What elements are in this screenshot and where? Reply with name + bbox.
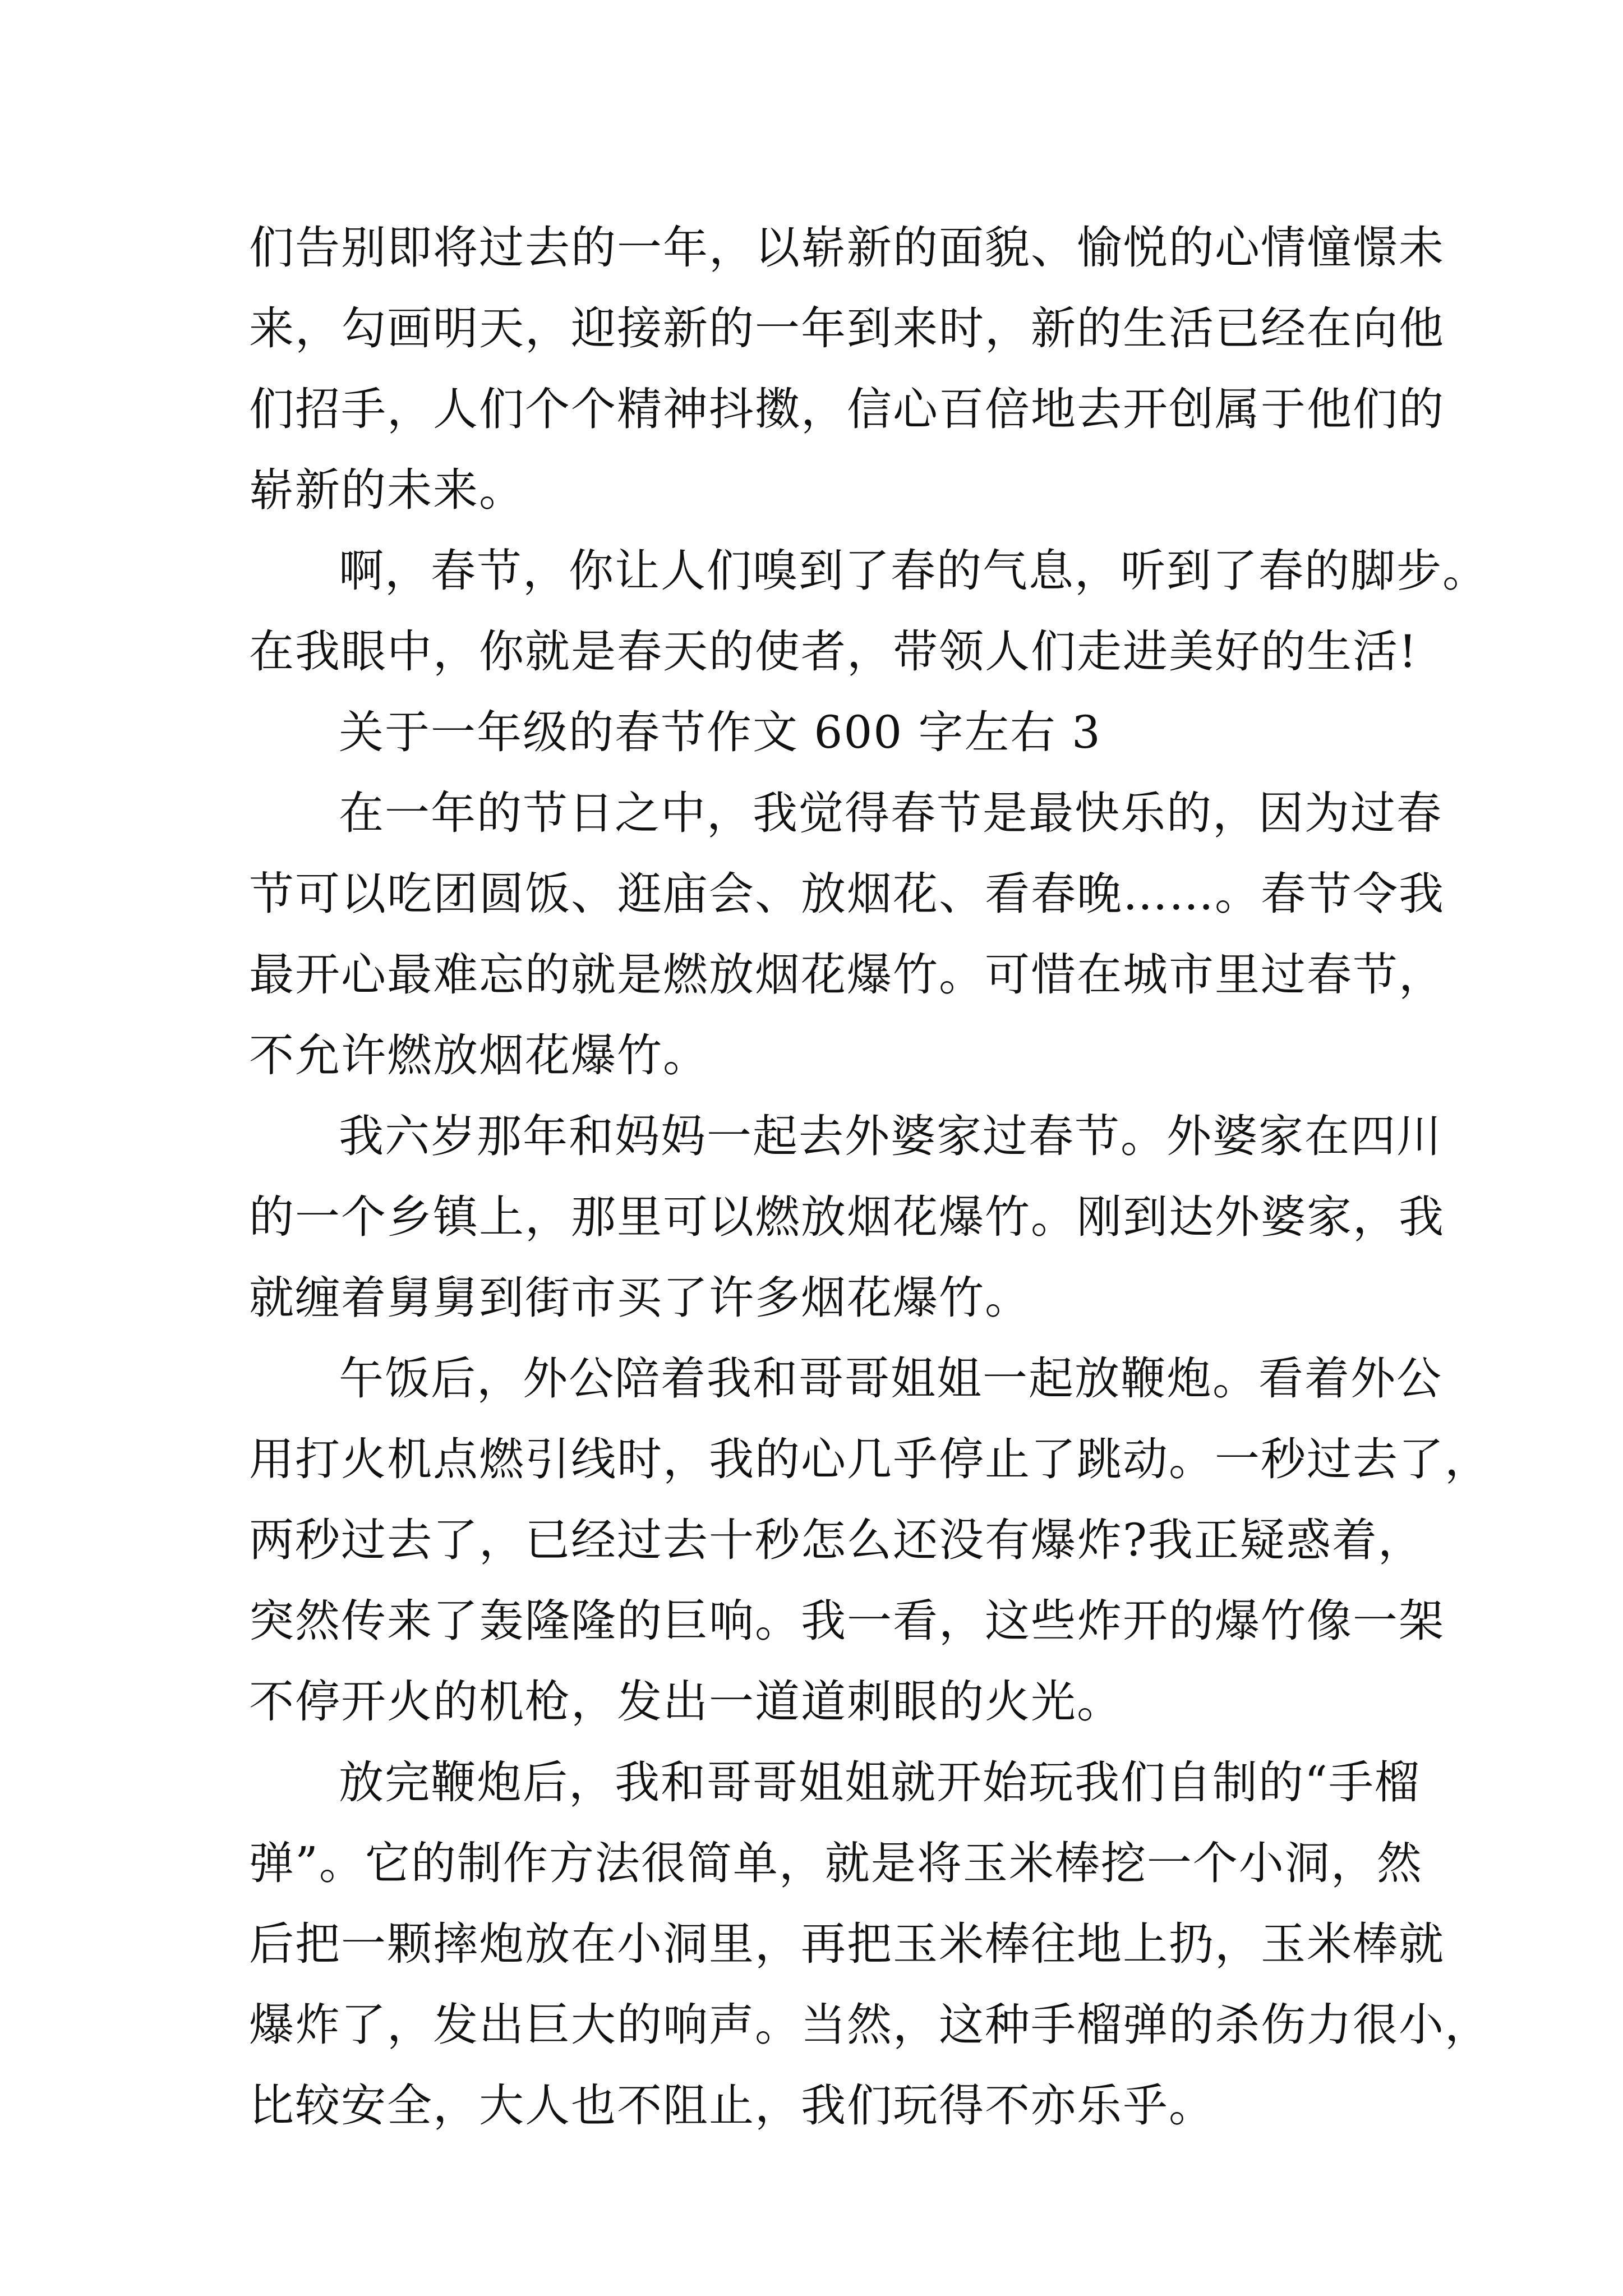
document-body	[249, 208, 1491, 2146]
text-line: 们告别即将过去的一年，以崭新的面貌、愉悦的心情憧憬未	[249, 222, 1445, 274]
text-line: 午饭后，外公陪着我和哥哥姐姐一起放鞭炮。看着外公	[339, 1352, 1442, 1405]
text-line: 比较安全，大人也不阻止，我们玩得不亦乐乎。	[249, 2079, 1215, 2132]
text-line: 节可以吃团圆饭、逛庙会、放烟花、看春晚……。春节令我	[249, 868, 1445, 920]
text-line: 在我眼中，你就是春天的使者，带领人们走进美好的生活!	[249, 625, 1418, 678]
text-line: 崭新的未来。	[249, 464, 525, 516]
text-line: 后把一颗摔炮放在小洞里，再把玉米棒往地上扔，玉米棒就	[249, 1918, 1445, 1970]
text-line: 两秒过去了，已经过去十秒怎么还没有爆炸?我正疑惑着，	[249, 1514, 1424, 1566]
text-line: 就缠着舅舅到街市买了许多烟花爆竹。	[249, 1272, 1031, 1324]
text-line: 来，勾画明天，迎接新的一年到来时，新的生活已经在向他	[249, 302, 1445, 355]
text-line: 在一年的节日之中，我觉得春节是最快乐的，因为过春	[339, 787, 1442, 839]
text-line: 放完鞭炮后，我和哥哥姐姐就开始玩我们自制的“手榴	[339, 1756, 1421, 1809]
text-line: 不允许燃放烟花爆竹。	[249, 1029, 709, 1082]
text-line: 的一个乡镇上，那里可以燃放烟花爆竹。刚到达外婆家，我	[249, 1191, 1445, 1243]
text-line: 们招手，人们个个精神抖擞，信心百倍地去开创属于他们的	[249, 383, 1445, 435]
text-line: 爆炸了，发出巨大的响声。当然，这种手榴弹的杀伤力很小，	[249, 1999, 1491, 2051]
text-line: 不停开火的机枪，发出一道道刺眼的火光。	[249, 1676, 1123, 1728]
text-line: 啊，春节，你让人们嗅到了春的气息，听到了春的脚步。	[339, 545, 1488, 597]
text-line: 弹”。它的制作方法很简单，就是将玉米棒挖一个小洞，然	[249, 1837, 1423, 1889]
text-line: 最开心最难忘的就是燃放烟花爆竹。可惜在城市里过春节，	[249, 949, 1445, 1001]
text-line: 用打火机点燃引线时，我的心几乎停止了跳动。一秒过去了，	[249, 1433, 1491, 1485]
section-heading: 关于一年级的春节作文 600 字左右 3	[339, 706, 1101, 758]
text-line: 我六岁那年和妈妈一起去外婆家过春节。外婆家在四川	[339, 1110, 1442, 1162]
text-line: 突然传来了轰隆隆的巨响。我一看，这些炸开的爆竹像一架	[249, 1595, 1445, 1647]
